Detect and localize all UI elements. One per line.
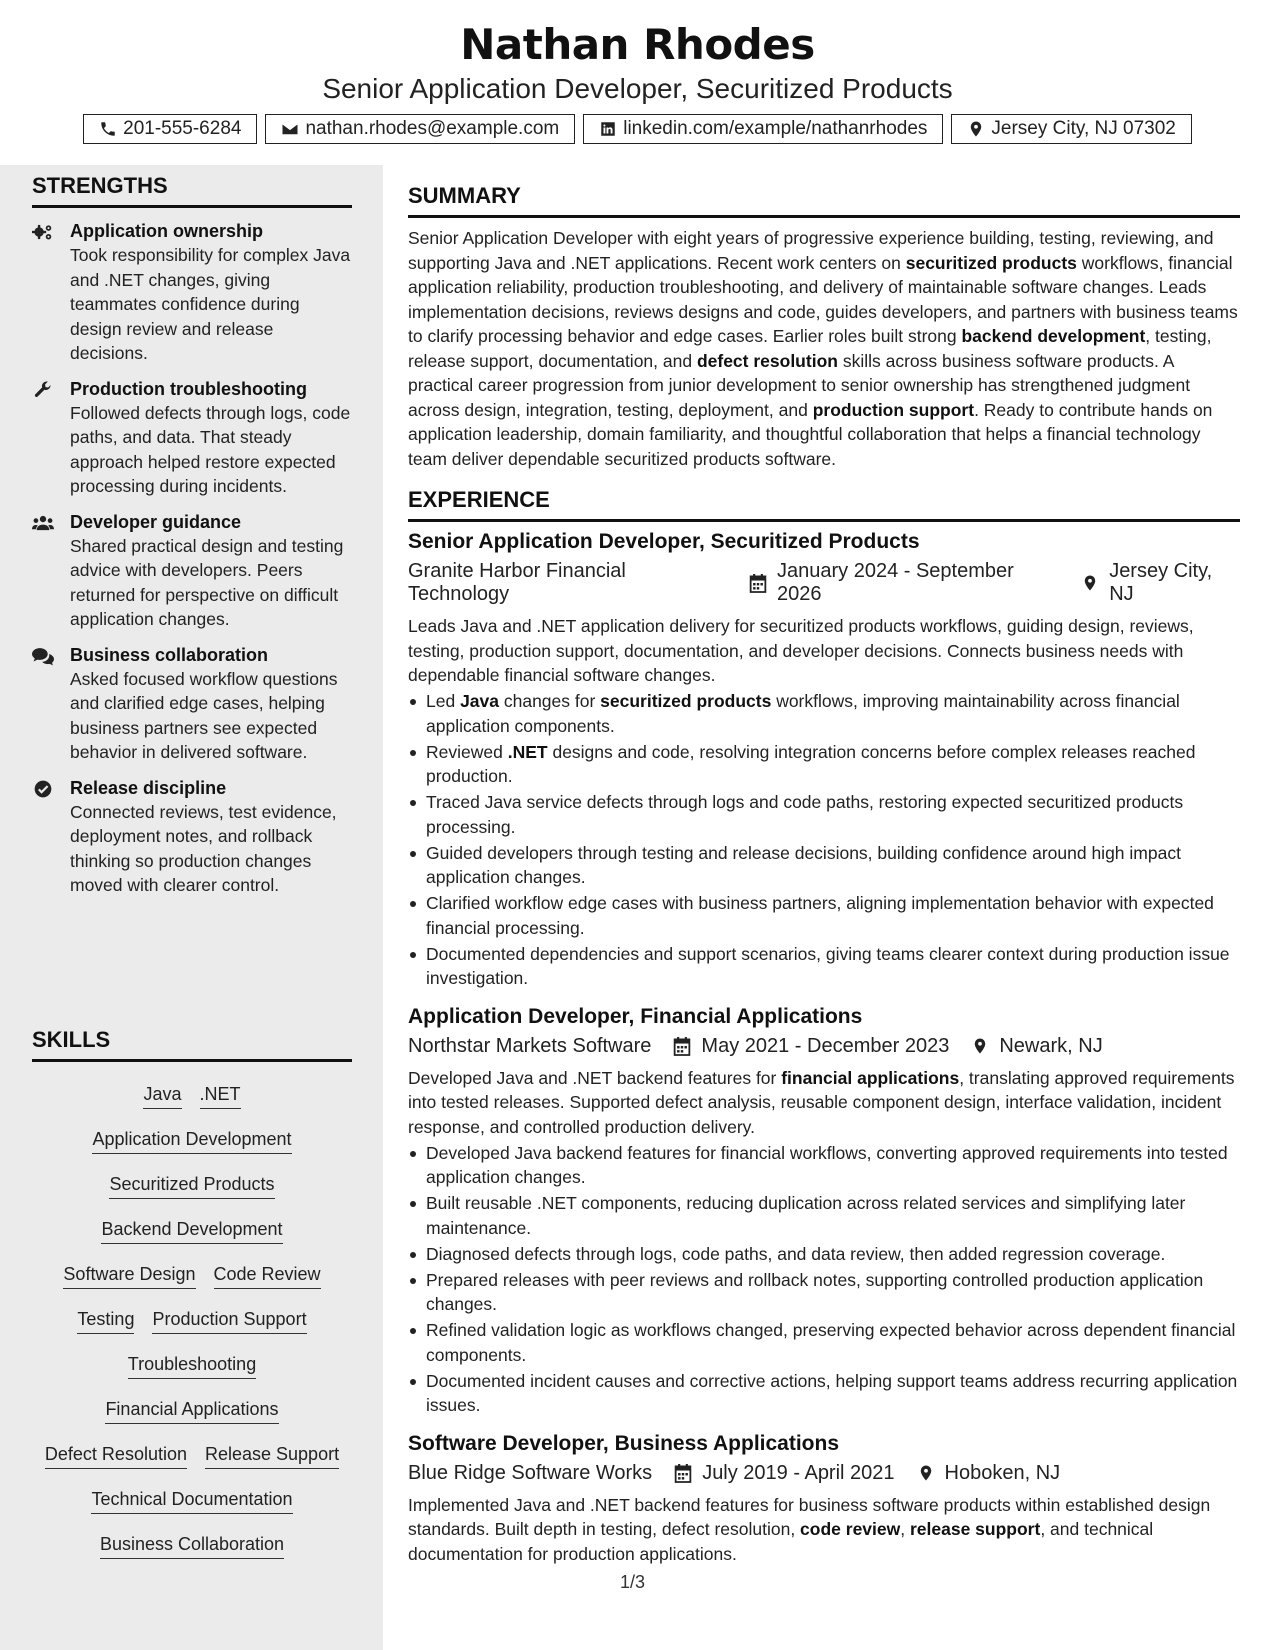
job-entry [408,530,1240,991]
strength-item [32,220,352,366]
skill-tag: Release Support [205,1444,339,1469]
strength-item [32,511,352,632]
strength-title: Business collaboration [70,644,269,665]
job-meta [408,560,1240,606]
job-location: Jersey City, NJ [1109,560,1213,605]
strength-description: Followed defects through logs, code paths, and data. That steady approach helped restore expected processing during incidents. [70,402,351,496]
skill-row [32,1164,352,1209]
job-dates: May 2021 - December 2023 [701,1034,950,1057]
skill-tag: Financial Applications [105,1399,278,1424]
bullet-item: Diagnosed defects through logs, code paths, and data review, then added regression coverage. [408,1242,1240,1267]
location-pin-icon [949,1036,999,1056]
skill-row [32,1299,352,1344]
contact-item[interactable] [83,114,257,144]
location-pin-icon [895,1463,945,1483]
skill-row [32,1074,352,1119]
strengths-section [32,173,352,898]
job-entry [408,1432,1240,1567]
linkedin-icon [599,120,617,138]
bullet-item: Prepared releases with peer reviews and rollback notes, supporting controlled production application changes. [408,1268,1240,1317]
skills-section [32,1027,352,1569]
skill-row [32,1434,352,1479]
job-location: Newark, NJ [999,1034,1103,1057]
wrench-icon [32,378,70,499]
location-pin-icon [1059,573,1109,593]
contact-text: nathan.rhodes@example.com [305,118,560,139]
job-description: Leads Java and .NET application delivery for securitized products workflows, guiding design, reviews, testing, production support, documentation, and developer decisions. Connects business needs with dependable financial software changes. [408,616,1194,685]
contact-item[interactable] [951,114,1191,144]
bullet-item: Led Java changes for securitized products workflows, improving maintainability across financial application components. [408,689,1240,738]
skill-tag: Application Development [92,1129,291,1154]
strength-description: Took responsibility for complex Java and .NET changes, giving teammates confidence during design review and release decisions. [70,245,351,363]
contact-bar [0,114,1275,144]
bullet-item: Documented incident causes and corrective actions, helping support teams address recurring application issues. [408,1369,1240,1418]
job-dates: January 2024 - September 2026 [776,560,1014,605]
job-bullets [408,1141,1240,1418]
resume-header [0,0,1275,165]
envelope-icon [281,120,299,138]
users-icon [32,511,70,632]
skill-tag: Defect Resolution [45,1444,187,1469]
candidate-name: Nathan Rhodes [460,20,815,69]
skills-heading: SKILLS [32,1027,352,1062]
bullet-item: Guided developers through testing and release decisions, building confidence around high impact application changes. [408,841,1240,890]
contact-text: linkedin.com/example/nathanrhodes [623,118,928,139]
skill-tag: Software Design [63,1264,195,1289]
skill-row [32,1119,352,1164]
calendar-icon [727,573,777,593]
skill-tag: Production Support [152,1309,306,1334]
experience-heading: EXPERIENCE [408,487,1240,522]
skill-row [32,1254,352,1299]
job-title: Software Developer, Business Applications [408,1431,840,1455]
calendar-icon [651,1036,701,1056]
strength-description: Connected reviews, test evidence, deployment notes, and rollback thinking so production changes moved with clearer control. [70,801,337,895]
skill-tag: Java [143,1084,181,1109]
strength-title: Release discipline [70,777,227,798]
job-title: Senior Application Developer, Securitized Products [408,530,920,553]
skill-tag: Business Collaboration [100,1534,284,1559]
contact-text: Jersey City, NJ 07302 [991,118,1176,139]
job-description: Implemented Java and .NET backend features for business software products within established design standards. Built depth in testing, defect resolution, code review, release support, and technical documentation for production applications. [408,1494,1211,1564]
skill-row [32,1389,352,1434]
strengths-heading: STRENGTHS [32,173,352,208]
gears-icon [32,220,70,366]
page-number: 1/3 [620,1572,646,1592]
job-description: Developed Java and .NET backend features for financial applications, translating approved requirements into tested releases. Supported defect analysis, reusable component design, interface validation, incident response, and controlled production delivery. [408,1067,1235,1137]
contact-text: 201-555-6284 [123,118,242,139]
strength-item [32,644,352,765]
experience-section [408,487,1240,1566]
skill-tag: .NET [200,1084,241,1109]
job-entry [408,1005,1240,1418]
company-name: Granite Harbor Financial Technology [408,560,626,605]
main-content [408,165,1240,1566]
bullet-item: Built reusable .NET components, reducing duplication across related services and simplifying later maintenance. [408,1191,1240,1240]
comments-icon [32,644,70,765]
job-meta [408,1035,1240,1058]
company-name: Northstar Markets Software [408,1034,652,1057]
job-title: Application Developer, Financial Applications [408,1004,863,1028]
contact-item[interactable] [265,114,575,144]
strength-title: Production troubleshooting [70,378,307,399]
strength-description: Shared practical design and testing advice with developers. Peers returned for perspective on difficult application changes. [70,535,344,629]
skill-tag: Testing [77,1309,134,1334]
bullet-item: Documented dependencies and support scenarios, giving teams clearer context during production issue investigation. [408,942,1240,991]
bullet-item: Traced Java service defects through logs and code paths, restoring expected securitized products processing. [408,790,1240,839]
skills-list [32,1074,352,1569]
candidate-title: Senior Application Developer, Securitized Products [322,73,953,104]
summary-section [408,183,1240,471]
skill-tag: Securitized Products [109,1174,274,1199]
bullet-item: Clarified workflow edge cases with business partners, aligning implementation behavior with expected financial processing. [408,891,1240,940]
sidebar [0,165,383,1650]
bullet-item: Developed Java backend features for financial workflows, converting approved requirements into tested application changes. [408,1141,1240,1190]
job-dates: July 2019 - April 2021 [702,1461,895,1484]
strength-item [32,378,352,499]
phone-icon [99,120,117,138]
bullet-item: Refined validation logic as workflows changed, preserving expected behavior across dependent financial components. [408,1318,1240,1367]
calendar-icon [652,1463,702,1483]
location-pin-icon [967,120,985,138]
skill-row [32,1209,352,1254]
strength-description: Asked focused workflow questions and clarified edge cases, helping business partners see expected behavior in delivered software. [70,668,338,762]
job-meta [408,1462,1240,1485]
skill-tag: Code Review [214,1264,321,1289]
job-location: Hoboken, NJ [944,1461,1061,1484]
strength-title: Developer guidance [70,511,242,532]
skill-tag: Technical Documentation [91,1489,292,1514]
strength-item [32,777,352,898]
skill-row [32,1524,352,1569]
summary-text: Senior Application Developer with eight years of progressive experience building, testing, reviewing, and supporting Java and .NET applications. Recent work centers on securitized products workflows, financial application reliability, production troubleshooting, and delivery of maintainable software changes. Leads implementation decisions, reviews designs and code, guides developers, and partners with business teams to clarify processing behavior and edge cases. Earlier roles built strong backend development, testing, release support, documentation, and defect resolution skills across business software products. A practical career progression from junior development to senior ownership has strengthened judgment across design, integration, testing, deployment, and production support. Ready to contribute hands on application leadership, domain familiarity, and thoughtful collaboration that helps a financial technology team deliver dependable securitized products software. [408,228,1238,469]
skill-row [32,1479,352,1524]
skill-tag: Troubleshooting [128,1354,256,1379]
company-name: Blue Ridge Software Works [408,1461,653,1484]
skill-tag: Backend Development [101,1219,282,1244]
check-circle-icon [32,777,70,898]
contact-item[interactable] [583,114,943,144]
bullet-item: Reviewed .NET designs and code, resolving integration concerns before complex releases reached production. [408,740,1240,789]
summary-heading: SUMMARY [408,183,1240,218]
skill-row [32,1344,352,1389]
strength-title: Application ownership [70,221,264,241]
job-bullets [408,689,1240,991]
